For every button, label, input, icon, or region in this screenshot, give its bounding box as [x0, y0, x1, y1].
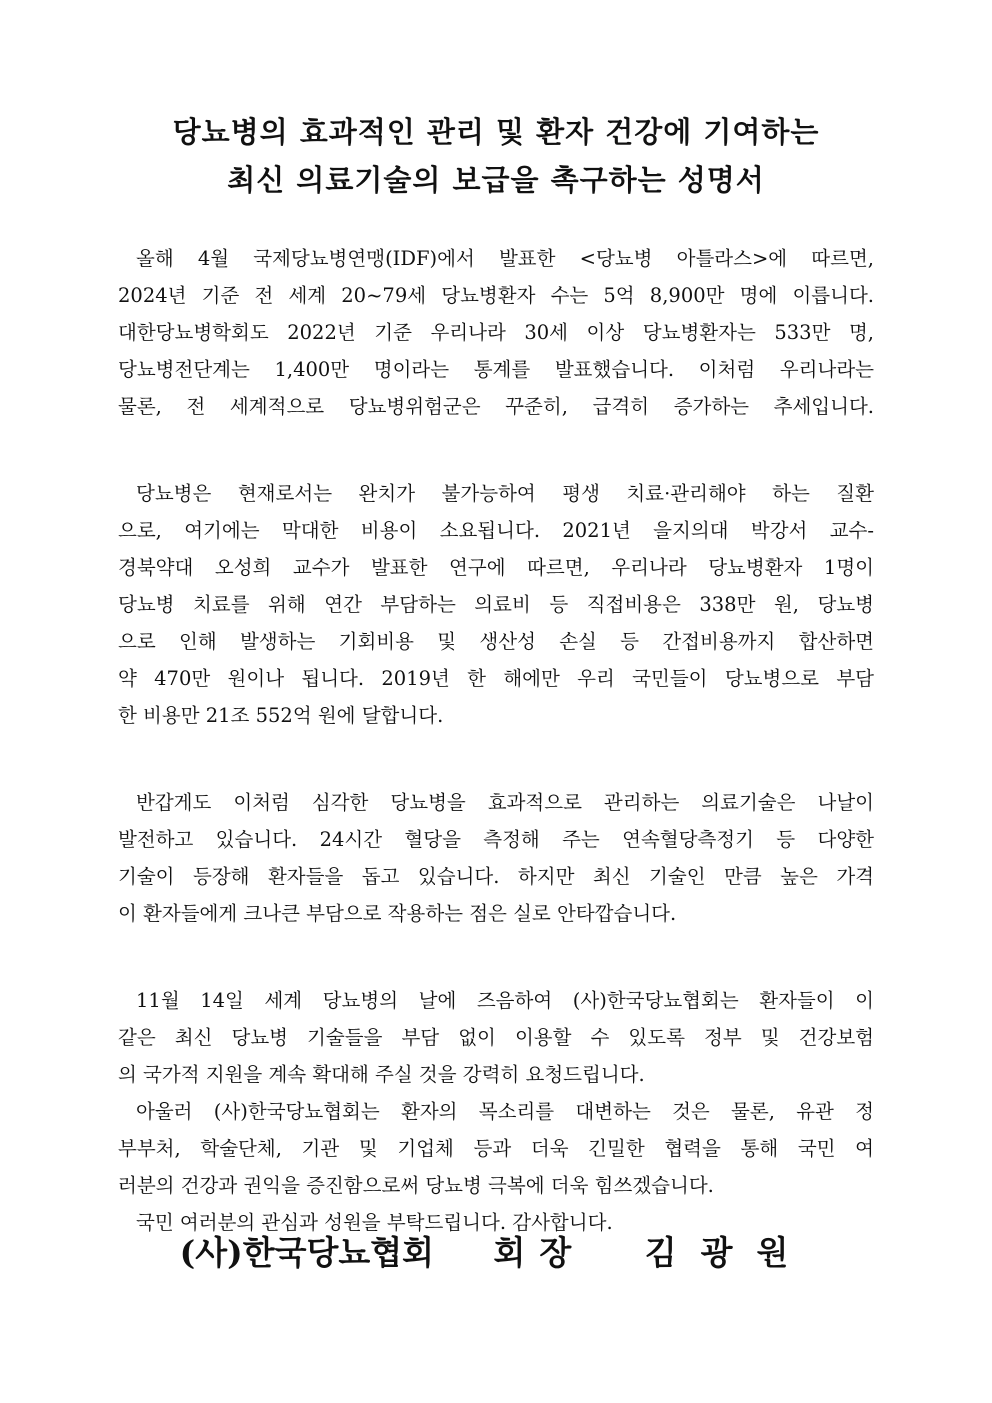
- text-line: 으로 인해 발생하는 기회비용 및 생산성 손실 등 간접비용까지 합산하면: [118, 630, 874, 653]
- paragraph-spacer: [118, 734, 874, 784]
- text-line: 기술이 등장해 환자들을 돕고 있습니다. 하지만 최신 기술인 만큼 높은 가격: [118, 865, 874, 888]
- text-line: 약 470만 원이나 됩니다. 2019년 한 해에만 우리 국민들이 당뇨병으로 부담: [118, 667, 874, 690]
- signature-block: [0, 1233, 992, 1272]
- paragraph-2: [118, 475, 874, 734]
- signature-role: 회장: [493, 1233, 586, 1272]
- text-line: 물론, 전 세계적으로 당뇨병위험군은 꾸준히, 급격히 증가하는 추세입니다.: [118, 395, 874, 418]
- text-line: 으로, 여기에는 막대한 비용이 소요됩니다. 2021년 을지의대 박강서 교수-: [118, 519, 874, 542]
- paragraph-4: [118, 982, 874, 1241]
- document-title-line-2: 최신 의료기술의 보급을 촉구하는 성명서: [227, 163, 765, 197]
- text-line: 아울러 (사)한국당뇨협회는 환자의 목소리를 대변하는 것은 물론, 유관 정: [136, 1100, 874, 1123]
- text-line: 발전하고 있습니다. 24시간 혈당을 측정해 주는 연속혈당측정기 등 다양한: [118, 828, 874, 851]
- signature-name: 김광원: [644, 1233, 813, 1272]
- text-line: 대한당뇨병학회도 2022년 기준 우리나라 30세 이상 당뇨병환자는 533만 명,: [118, 321, 874, 344]
- text-line: 반갑게도 이처럼 심각한 당뇨병을 효과적으로 관리하는 의료기술은 나날이: [136, 791, 874, 814]
- paragraph-spacer: [118, 425, 874, 475]
- text-line: 부부처, 학술단체, 기관 및 기업체 등과 더욱 긴밀한 협력을 통해 국민 여: [118, 1137, 874, 1160]
- document-title-line-1: 당뇨병의 효과적인 관리 및 환자 건강에 기여하는: [172, 115, 820, 149]
- paragraph-3: [118, 784, 874, 932]
- paragraph-1: [118, 240, 874, 425]
- text-line: 의 국가적 지원을 계속 확대해 주실 것을 강력히 요청드립니다.: [118, 1063, 645, 1086]
- text-line: 국민 여러분의 관심과 성원을 부탁드립니다. 감사합니다.: [136, 1211, 613, 1234]
- text-line: 경북약대 오성희 교수가 발표한 연구에 따르면, 우리나라 당뇨병환자 1명이: [118, 556, 874, 579]
- text-line: 올해 4월 국제당뇨병연맹(IDF)에서 발표한 <당뇨병 아틀라스>에 따르면,: [136, 247, 874, 270]
- text-line: 한 비용만 21조 552억 원에 달합니다.: [118, 704, 444, 727]
- text-line: 러분의 건강과 권익을 증진함으로써 당뇨병 극복에 더욱 힘쓰겠습니다.: [118, 1174, 714, 1197]
- text-line: 당뇨병전단계는 1,400만 명이라는 통계를 발표했습니다. 이처럼 우리나라는: [118, 358, 874, 381]
- text-line: 당뇨병 치료를 위해 연간 부담하는 의료비 등 직접비용은 338만 원, 당뇨병: [118, 593, 874, 616]
- text-line: 당뇨병은 현재로서는 완치가 불가능하여 평생 치료·관리해야 하는 질환: [136, 482, 874, 505]
- statement-body: [118, 240, 874, 1241]
- text-line: 2024년 기준 전 세계 20~79세 당뇨병환자 수는 5억 8,900만 명에 이릅니다.: [118, 284, 874, 307]
- text-line: 같은 최신 당뇨병 기술들을 부담 없이 이용할 수 있도록 정부 및 건강보험: [118, 1026, 874, 1049]
- paragraph-spacer: [118, 932, 874, 982]
- text-line: 11월 14일 세계 당뇨병의 날에 즈음하여 (사)한국당뇨협회는 환자들이 이: [136, 989, 874, 1012]
- signature-organization: (사)한국당뇨협회: [179, 1233, 434, 1272]
- text-line: 이 환자들에게 크나큰 부담으로 작용하는 점은 실로 안타깝습니다.: [118, 902, 677, 925]
